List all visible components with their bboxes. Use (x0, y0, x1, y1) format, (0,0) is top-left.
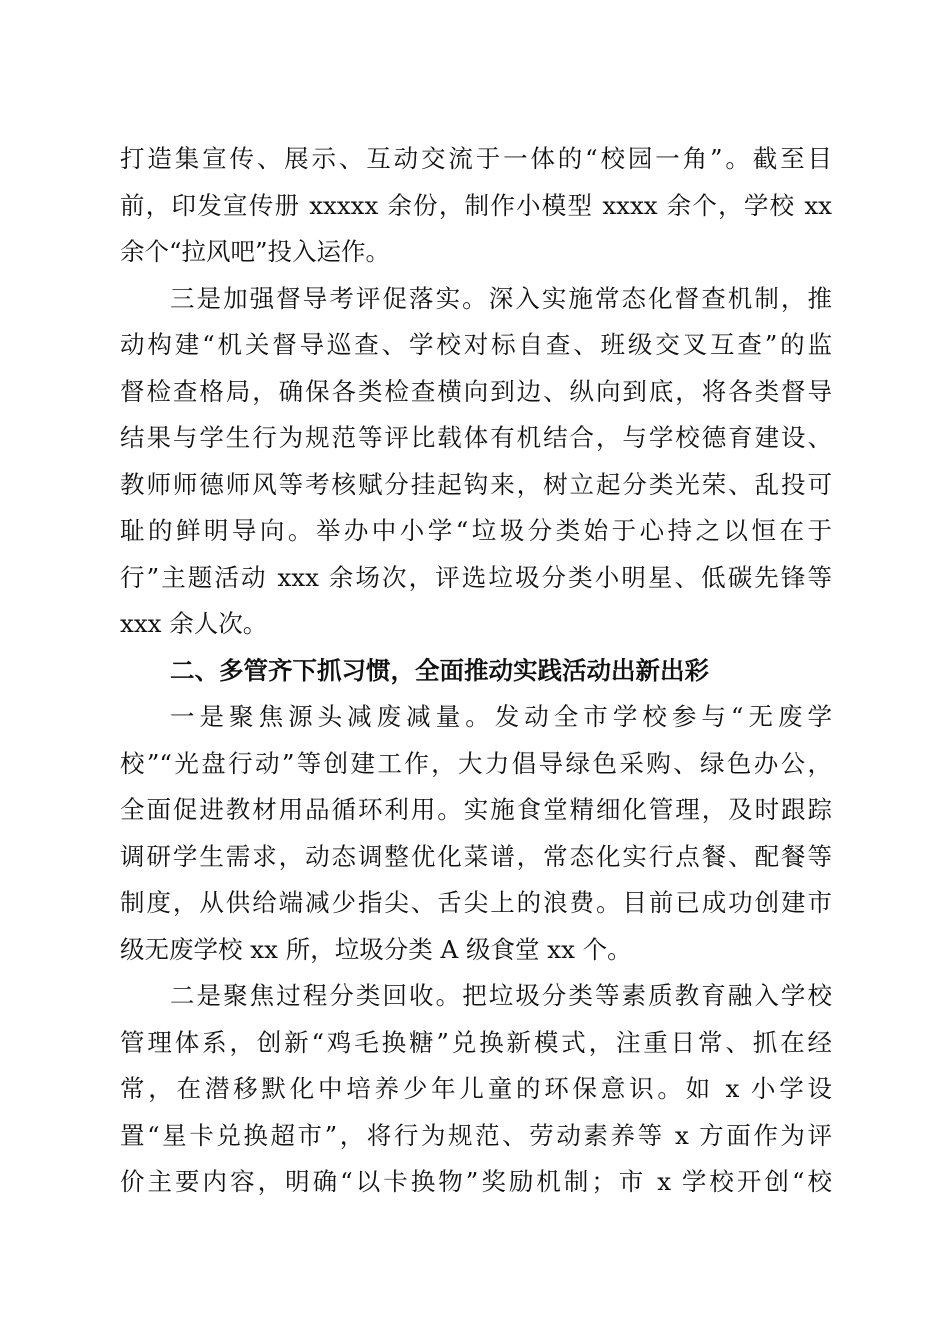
text-line: 调研学生需求，动态调整优化菜谱，常态化实行点餐、配餐等 (120, 841, 832, 871)
text-line: 制度，从供给端减少指尖、舌尖上的浪费。目前已成功创建市 (120, 888, 832, 917)
paragraph-2 (120, 276, 832, 648)
text-line: 督检查格局，确保各类检查横向到边、纵向到底，将各类督导 (120, 376, 832, 406)
text-line: 校”“光盘行动”等创建工作，大力倡导绿色采购、绿色办公， (120, 748, 832, 778)
paragraph-lead: 一是聚焦源头减废减量。 (170, 702, 495, 731)
text-line: 耻的鲜明导向。举办中小学“垃圾分类始于心持之以恒在于 (120, 516, 832, 545)
paragraph-1 (120, 136, 832, 276)
paragraph-lead: 二是聚焦过程分类回收。 (170, 981, 463, 1010)
text-line: 置“星卡兑换超市”，将行为规范、劳动素养等 x 方面作为评 (120, 1120, 832, 1150)
text-line: 级无废学校 xx 所，垃圾分类 A 级食堂 xx 个。 (120, 934, 632, 964)
text-line (120, 973, 832, 1020)
text-line: 打造集宣传、展示、互动交流于一体的“校园一角”。截至目 (120, 144, 832, 173)
paragraph-text: 发动全市学校参与“无废学 (494, 702, 832, 731)
text-line: 管理体系，创新“鸡毛换糖”兑换新模式，注重日常、抓在经 (120, 1027, 832, 1057)
text-line: 全面促进教材用品循环利用。实施食堂精细化管理，及时跟踪 (120, 795, 832, 824)
text-line (120, 276, 832, 323)
paragraph-text: 把垃圾分类等素质教育融入学校 (462, 981, 832, 1010)
text-line: 教师师德师风等考核赋分挂起钩来，树立起分类光荣、乱投可 (120, 469, 832, 499)
text-line: 价主要内容，明确“以卡换物”奖励机制；市 x 学校开创“校 (120, 1167, 832, 1196)
paragraph-3 (120, 694, 832, 973)
document-body (120, 136, 832, 1206)
text-line: xxx 余人次。 (120, 609, 268, 638)
text-line: 前，印发宣传册 xxxxx 余份，制作小模型 xxxx 余个，学校 xx (120, 190, 832, 220)
text-line: 余个“拉风吧”投入运作。 (120, 237, 391, 266)
text-line (120, 694, 832, 741)
text-line: 动构建“机关督导巡查、学校对标自查、班级交叉互查”的监 (120, 330, 832, 359)
section-heading: 二、多管齐下抓习惯，全面推动实践活动出新出彩 (170, 655, 709, 685)
text-line: 结果与学生行为规范等评比载体有机结合，与学校德育建设、 (120, 423, 832, 452)
paragraph-4 (120, 973, 832, 1206)
text-line: 行”主题活动 xxx 余场次，评选垃圾分类小明星、低碳先锋等 (120, 562, 832, 592)
paragraph-lead: 三是加强督导考评促落实。 (170, 283, 489, 313)
paragraph-text: 深入实施常态化督查机制，推 (488, 283, 832, 313)
text-line: 常，在潜移默化中培养少年儿童的环保意识。如 x 小学设 (120, 1074, 832, 1103)
